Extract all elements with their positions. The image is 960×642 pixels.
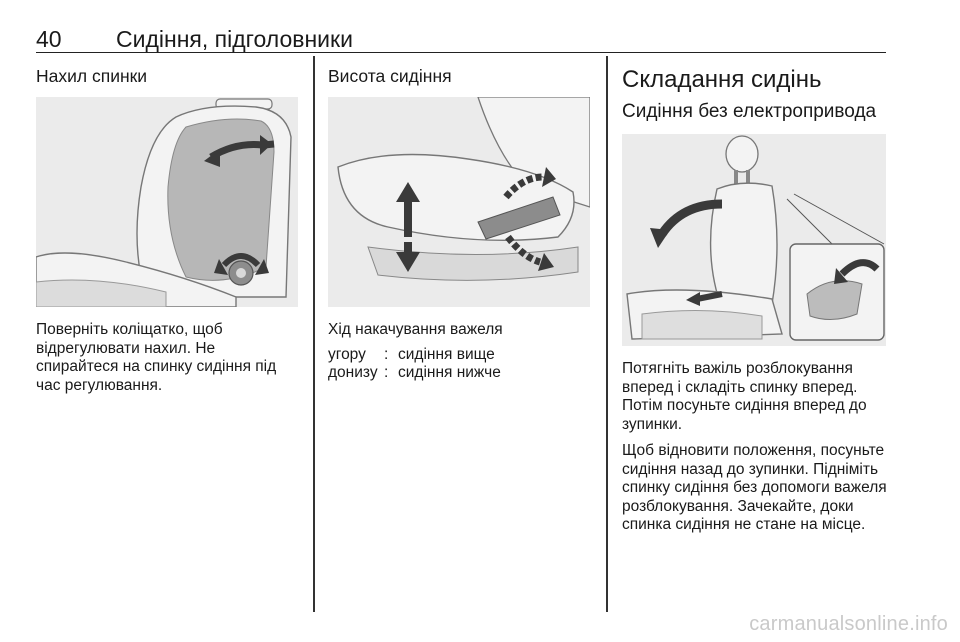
seat-recline-figure <box>36 97 298 307</box>
seat-recline-illustration-icon <box>36 97 298 307</box>
page-number: 40 <box>36 26 62 52</box>
chapter-title: Сидіння, підголовники <box>116 26 353 52</box>
section-subheading: Сидіння без електропривода <box>622 101 877 122</box>
page-header <box>36 22 886 53</box>
separator: : <box>384 364 389 381</box>
definition-list <box>328 346 590 383</box>
column-divider <box>313 56 315 612</box>
seat-fold-illustration-icon <box>622 134 886 346</box>
term: донизу <box>328 364 378 381</box>
column-divider <box>606 56 608 612</box>
section-heading: Висота сидіння <box>328 66 452 86</box>
list-item <box>328 346 590 365</box>
separator: : <box>384 345 389 363</box>
body-text: Щоб відновити положення, посуньте сидіння назад до зупинки. Підніміть спинку сидіння без допомоги важеля розблокування. Зачекайте, доки спинка сидіння не стане на місце. <box>622 442 887 533</box>
section-seat-height <box>328 56 590 612</box>
watermark: carmanualsonline.info <box>749 613 948 635</box>
description: сидіння нижче <box>398 364 501 381</box>
seat-height-illustration-icon <box>328 97 590 307</box>
section-heading: Нахил спинки <box>36 66 148 86</box>
section-folding-seats <box>622 56 888 612</box>
seat-height-figure <box>328 97 590 307</box>
section-backrest <box>36 56 298 612</box>
seat-fold-figure <box>622 134 886 346</box>
body-text: Потягніть важіль розблокування вперед і складіть спинку вперед. Потім посуньте сидіння вперед до зупинки. <box>622 360 867 433</box>
body-text: Хід накачування важеля <box>328 321 503 338</box>
description: сидіння вище <box>398 345 495 363</box>
term: угору <box>328 345 366 363</box>
section-title: Складання сидінь <box>622 66 822 93</box>
body-text: Поверніть коліщатко, щоб відрегулювати нахил. Не спирайтеся на спинку сидіння під час регулювання. <box>36 321 277 394</box>
list-item <box>328 364 590 383</box>
